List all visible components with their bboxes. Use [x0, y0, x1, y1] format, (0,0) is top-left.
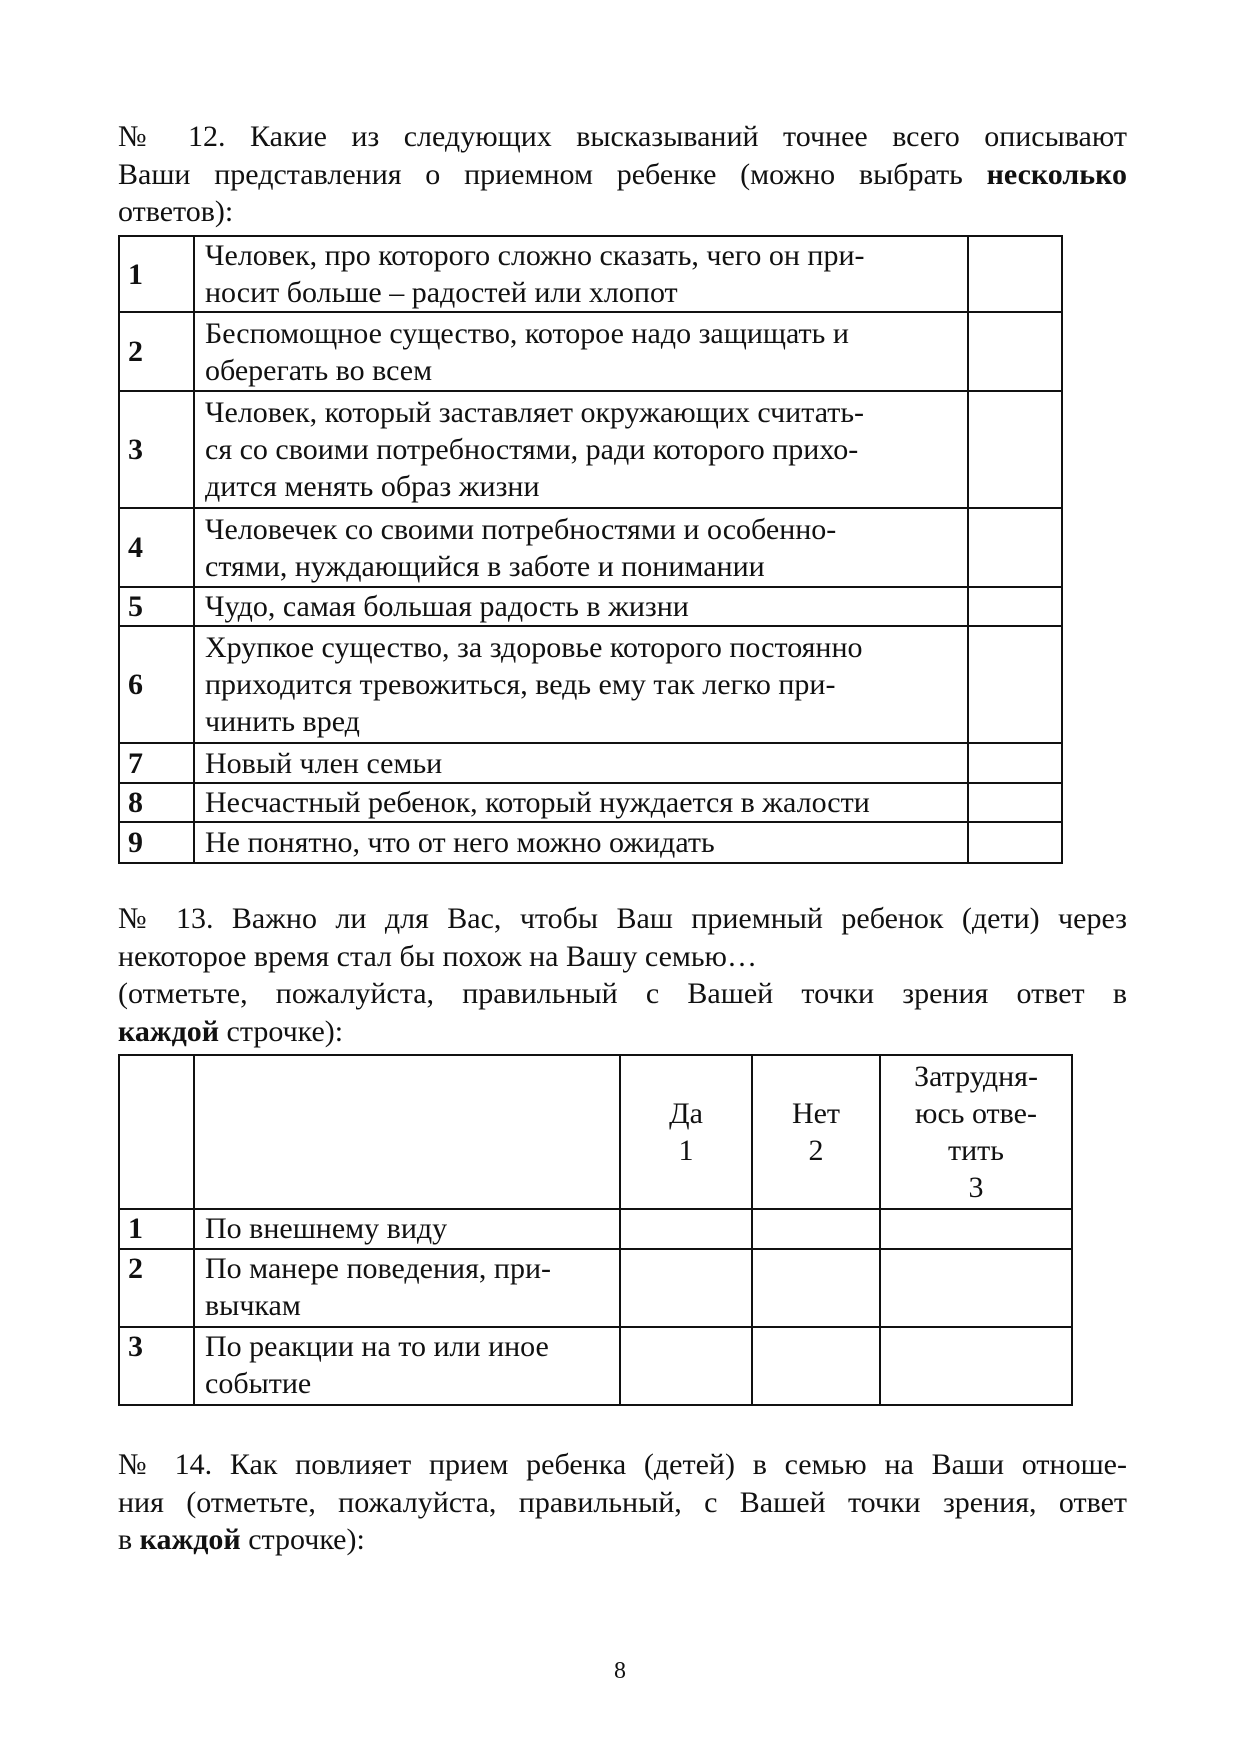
row-statement — [194, 1249, 620, 1327]
answer-cell[interactable] — [968, 822, 1062, 863]
text-line: некоторое время стал бы похож на Вашу семью… — [118, 939, 757, 973]
row-statement — [194, 508, 968, 587]
header-label: Нет — [791, 1097, 841, 1130]
answer-yes-cell[interactable] — [620, 1327, 752, 1405]
table-row — [119, 783, 1062, 822]
statement-line: Беспомощное существо, которое надо защищать и — [205, 316, 849, 350]
answer-yes-cell[interactable] — [620, 1209, 752, 1249]
text-segment: Ваши представления о приемном ребенке (можно выбрать — [118, 157, 987, 191]
page-number: 8 — [614, 1658, 626, 1684]
statement-line: вычкам — [205, 1289, 301, 1322]
answer-cell[interactable] — [968, 508, 1062, 587]
table-row — [119, 743, 1062, 783]
question-13-table — [118, 1054, 1073, 1406]
text-segment: в — [118, 1523, 140, 1556]
bold-text: каждой — [139, 1523, 241, 1556]
header-empty-text — [194, 1055, 620, 1209]
text-line: № 12. Какие из следующих высказываний точнее всего описывают — [118, 120, 1127, 153]
row-number: 3 — [119, 1327, 194, 1405]
statement-line: чинить вред — [205, 705, 360, 738]
answer-no-cell[interactable] — [752, 1209, 880, 1249]
row-statement — [194, 822, 968, 863]
header-no — [752, 1055, 880, 1209]
table-row — [119, 1209, 1072, 1249]
row-statement — [194, 587, 968, 626]
statement-line: По внешнему виду — [205, 1212, 448, 1245]
answer-hard-cell[interactable] — [880, 1327, 1072, 1405]
text-line: № 14. Как повлияет прием ребенка (детей) в семью на Ваши отноше- — [118, 1448, 1127, 1481]
row-number: 4 — [119, 508, 194, 587]
table-row — [119, 1249, 1072, 1327]
statement-line: дится менять образ жизни — [205, 470, 540, 503]
header-hard-to-answer — [880, 1055, 1072, 1209]
row-statement — [194, 1209, 620, 1249]
row-statement — [194, 743, 968, 783]
answer-no-cell[interactable] — [752, 1327, 880, 1405]
text-line: ответов): — [118, 195, 234, 228]
statement-line: носит больше – радостей или хлопот — [205, 276, 678, 309]
statement-line: Хрупкое существо, за здоровье которого постоянно — [205, 631, 863, 664]
answer-cell[interactable] — [968, 236, 1062, 312]
answer-cell[interactable] — [968, 587, 1062, 626]
row-statement — [194, 312, 968, 391]
row-statement — [194, 1327, 620, 1405]
statement-line: событие — [205, 1367, 312, 1400]
table-row — [119, 508, 1062, 587]
statement-line: Не понятно, что от него можно ожидать — [205, 826, 715, 859]
table-row — [119, 822, 1062, 863]
row-number: 2 — [119, 312, 194, 391]
statement-line: оберегать во всем — [205, 353, 433, 387]
statement-line: приходится тревожиться, ведь ему так легко при- — [205, 668, 836, 701]
table-row — [119, 1327, 1072, 1405]
answer-no-cell[interactable] — [752, 1249, 880, 1327]
header-label: Затрудня- — [914, 1060, 1038, 1093]
question-12-text — [118, 118, 1127, 231]
header-code: 2 — [808, 1134, 824, 1167]
statement-line: стями, нуждающийся в заботе и понимании — [205, 549, 765, 583]
statement-line: Чудо, самая большая радость в жизни — [205, 590, 689, 623]
text-line — [118, 1521, 1127, 1559]
header-label: Да — [669, 1097, 703, 1130]
bold-text: каждой — [118, 1014, 220, 1048]
header-code: 1 — [678, 1134, 694, 1167]
row-statement — [194, 626, 968, 743]
text-line: ния (отметьте, пожалуйста, правильный, с Вашей точки зрения, ответ — [118, 1485, 1127, 1519]
text-line — [118, 1013, 1127, 1051]
table-row — [119, 312, 1062, 391]
table-row — [119, 626, 1062, 743]
row-number: 1 — [119, 1209, 194, 1249]
text-line: (отметьте, пожалуйста, правильный с Вашей точки зрения ответ в — [118, 977, 1127, 1010]
row-number: 2 — [119, 1249, 194, 1327]
row-statement — [194, 391, 968, 508]
row-number: 9 — [119, 822, 194, 863]
statement-line: По реакции на то или иное — [205, 1330, 549, 1363]
question-12-table — [118, 235, 1063, 864]
statement-line: Новый член семьи — [205, 746, 443, 780]
text-line — [118, 156, 1127, 194]
header-label: тить — [948, 1134, 1004, 1167]
header-code: 3 — [968, 1171, 984, 1204]
bold-text: несколько — [986, 157, 1127, 191]
answer-yes-cell[interactable] — [620, 1249, 752, 1327]
header-yes — [620, 1055, 752, 1209]
row-number: 8 — [119, 783, 194, 822]
row-number: 1 — [119, 236, 194, 312]
answer-hard-cell[interactable] — [880, 1209, 1072, 1249]
statement-line: Человечек со своими потребностями и особенно- — [205, 512, 837, 546]
answer-cell[interactable] — [968, 312, 1062, 391]
answer-cell[interactable] — [968, 783, 1062, 822]
row-number: 6 — [119, 626, 194, 743]
answer-cell[interactable] — [968, 391, 1062, 508]
answer-hard-cell[interactable] — [880, 1249, 1072, 1327]
statement-line: ся со своими потребностями, ради которого прихо- — [205, 433, 859, 466]
text-segment: строчке): — [240, 1523, 365, 1556]
header-label: юсь отве- — [915, 1097, 1037, 1130]
answer-cell[interactable] — [968, 743, 1062, 783]
row-statement — [194, 236, 968, 312]
question-14-text — [118, 1446, 1127, 1559]
row-statement — [194, 783, 968, 822]
text-segment: строчке): — [219, 1014, 344, 1048]
statement-line: Человек, про которого сложно сказать, чего он при- — [205, 239, 865, 272]
table-row — [119, 587, 1062, 626]
header-empty-num — [119, 1055, 194, 1209]
statement-line: Человек, который заставляет окружающих считать- — [205, 396, 865, 429]
question-13-text — [118, 900, 1127, 1050]
answer-cell[interactable] — [968, 626, 1062, 743]
statement-line: По манере поведения, при- — [205, 1252, 551, 1285]
row-number: 7 — [119, 743, 194, 783]
table-row — [119, 236, 1062, 312]
table-row — [119, 391, 1062, 508]
statement-line: Несчастный ребенок, который нуждается в жалости — [205, 786, 870, 819]
text-line: № 13. Важно ли для Вас, чтобы Ваш приемный ребенок (дети) через — [118, 902, 1127, 935]
row-number: 3 — [119, 391, 194, 508]
row-number: 5 — [119, 587, 194, 626]
